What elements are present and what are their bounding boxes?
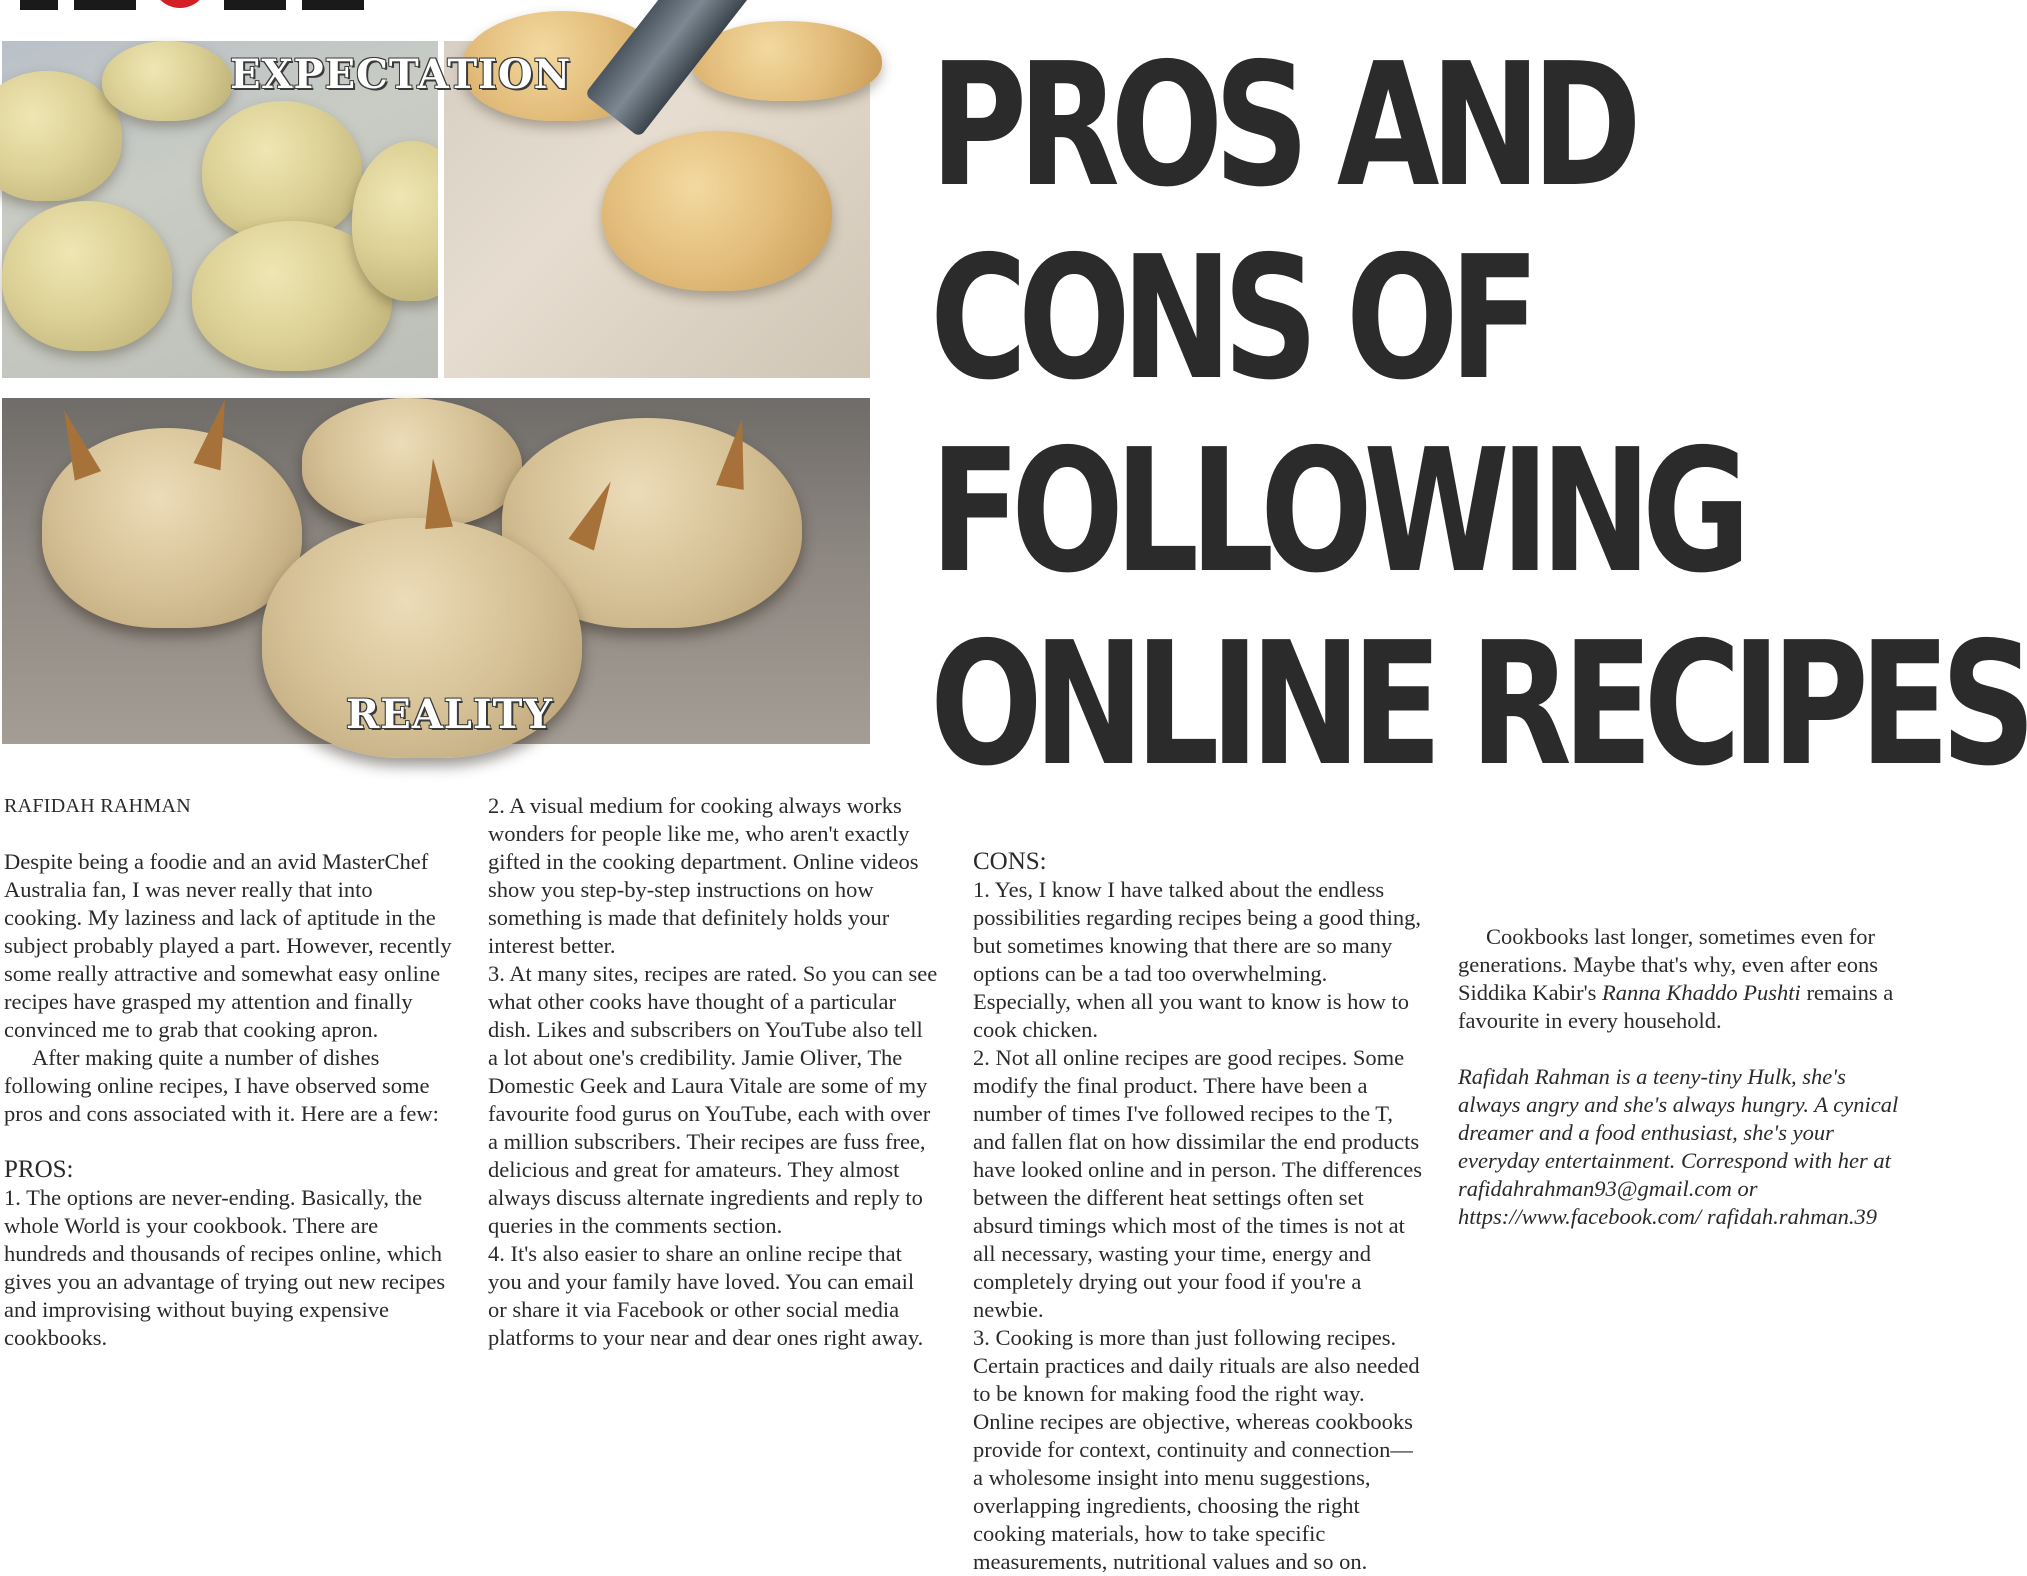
article-column-3	[973, 764, 1423, 1574]
article-column-2	[488, 792, 938, 1352]
masthead-letter-shape	[302, 0, 364, 10]
masthead-red-dot	[152, 0, 208, 8]
pro-item: 3. At many sites, recipes are rated. So you can see what other cooks have thought of a particular dish. Likes and subscribers on YouTube also tell a lot about one's credibility. Jamie Oliver, The Domestic Geek and Laura Vitale are some of my favourite food gurus on YouTube, each with over a million subscribers. Their recipes are fuss free, delicious and great for amateurs. They almost always discuss alternate ingredients and reply to queries in the comments section.	[488, 961, 938, 1238]
headline-line: PROS AND	[930, 27, 1633, 225]
photo-label-reality: REALITY	[346, 691, 553, 738]
dough-bun	[302, 398, 522, 528]
pro-item: 4. It's also easier to share an online recipe that you and your family have loved. You can email or share it via Facebook or other social media platforms to your near and dear ones right away.	[488, 1241, 924, 1350]
intro-paragraph: Despite being a foodie and an avid MasterChef Australia fan, I was never really that into cooking. My laziness and lack of aptitude in the subject probably played a part. However, recently some really attractive and somewhat easy online recipes have grasped my attention and finally convinced me to grab that cooking apron.	[4, 849, 452, 1042]
closing-paragraph	[1458, 923, 1908, 1035]
pros-heading: PROS:	[4, 1156, 74, 1183]
article-photo	[2, 41, 870, 744]
bread-bun	[202, 101, 362, 241]
intro-paragraph: After making quite a number of dishes following online recipes, I have observed some pros and cons associated with it. Here are a few:	[4, 1045, 439, 1126]
article-headline	[930, 27, 2027, 804]
headline-line: CONS OF	[930, 220, 1531, 418]
con-item: 1. Yes, I know I have talked about the endless possibilities regarding recipes being a good thing, but sometimes knowing that there are so many options can be a tad too overwhelming. Especially, when all you want to know is how to cook chicken.	[973, 877, 1422, 1042]
headline-line: FOLLOWING	[930, 413, 1742, 611]
article-column-1	[4, 792, 454, 1352]
article-column-4	[1458, 923, 1908, 1231]
bread-bun	[602, 131, 832, 291]
pro-item: 2. A visual medium for cooking always works wonders for people like me, who aren't exactly gifted in the cooking department. Online videos show you step-by-step instructions on how something is made that definitely holds your interest better.	[488, 793, 919, 958]
book-title: Ranna Khaddo Pushti	[1602, 980, 1801, 1005]
closing-text: remains a favourite in every household.	[1458, 980, 1894, 1033]
author-bio: Rafidah Rahman is a teeny-tiny Hulk, she's always angry and she's always hungry. A cynical dreamer and a food enthusiast, she's your everyday entertainment. Correspond with her at rafidahrahman93@gmail.com or https://www.facebook.com/ rafidah.rahman.39	[1458, 1064, 1899, 1229]
photo-label-expectation: EXPECTATION	[230, 51, 572, 98]
closing-text: Cookbooks last longer, sometimes even for generations. Maybe that's why, even after eons Siddika Kabir's	[1458, 924, 1878, 1005]
bread-bun	[102, 41, 232, 121]
dough-ear	[419, 457, 453, 529]
masthead-letter-shape	[74, 0, 136, 10]
con-item: 2. Not all online recipes are good recipes. Some modify the final product. There have been a number of times I've followed recipes to the T, and fallen flat on how dissimilar the end products have looked online and in person. The differences between the different heat settings often set absurd timings which most of the times is not at all necessary, wasting your time, energy and completely drying out your food if you're a newbie.	[973, 1045, 1423, 1322]
masthead-letter-shape	[20, 0, 58, 10]
dough-ear	[51, 405, 101, 480]
masthead-letter-shape	[224, 0, 286, 10]
con-item: 3. Cooking is more than just following recipes. Certain practices and daily rituals are also needed to be known for making food the right way. Online recipes are objective, whereas cookbooks provide for context, continuity and connection— a wholesome insight into menu suggestions, overlapping ingredients, choosing the right cooking materials, how to take specific measurements, nutritional values and so on.	[973, 1325, 1420, 1574]
photo-divider	[2, 378, 870, 398]
pro-item: 1. The options are never-ending. Basically, the whole World is your cookbook. There are hundreds and thousands of recipes online, which gives you an advantage of trying out new recipes and improvising without buying expensive cookbooks.	[4, 1185, 446, 1350]
headline-line: ONLINE RECIPES	[930, 606, 2027, 804]
cons-heading: CONS:	[973, 848, 1047, 875]
byline: RAFIDAH RAHMAN	[4, 795, 191, 817]
masthead-fragment	[20, 0, 364, 10]
bread-bun	[2, 201, 172, 351]
